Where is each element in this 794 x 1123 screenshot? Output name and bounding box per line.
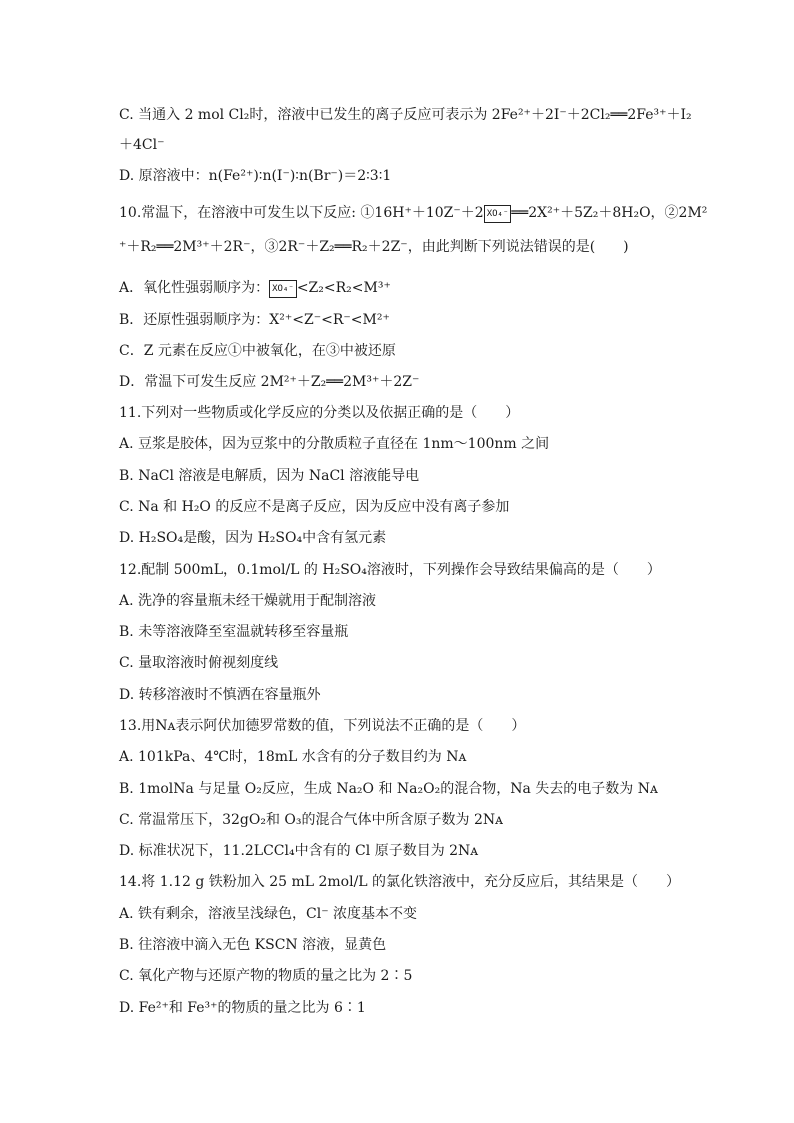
q10-option-b: B．还原性强弱顺序为：X²⁺<Z⁻<R⁻<M²⁺ (119, 312, 390, 328)
q10-option-a-pre: A．氧化性强弱顺序为： (119, 280, 270, 296)
q12-option-d: D. 转移溶液时不慎洒在容量瓶外 (119, 687, 321, 703)
q13-option-b: B. 1molNa 与足量 O₂反应，生成 Na₂O 和 Na₂O₂的混合物，Na 失去的电子数为 Nᴀ (119, 781, 658, 797)
q11-option-d: D. H₂SO₄是酸，因为 H₂SO₄中含有氢元素 (119, 530, 387, 546)
q13-option-d: D. 标准状况下，11.2LCCl₄中含有的 Cl 原子数目为 2Nᴀ (119, 843, 479, 859)
q11-option-a: A. 豆浆是胶体，因为豆浆中的分散质粒子直径在 1nm～100nm 之间 (119, 436, 550, 452)
q10-option-d: D．常温下可发生反应 2M²⁺＋Z₂══2M³⁺＋2Z⁻ (119, 374, 420, 390)
q14-option-b: B. 往溶液中滴入无色 KSCN 溶液，显黄色 (119, 937, 387, 953)
q12-option-b: B. 未等溶液降至室温就转移至容量瓶 (119, 624, 349, 640)
q11-option-b: B. NaCl 溶液是电解质，因为 NaCl 溶液能导电 (119, 468, 420, 484)
formula-image-box-2: XO₄⁻ (269, 280, 297, 298)
q14-option-c: C. 氧化产物与还原产物的物质的量之比为 2∶5 (119, 968, 413, 984)
q12-option-c: C. 量取溶液时俯视刻度线 (119, 655, 279, 671)
q10-stem-line1-pre: 10.常温下，在溶液中可发生以下反应: ①16H⁺＋10Z⁻＋2 (119, 205, 484, 221)
q10-option-c: C．Z 元素在反应①中被氧化，在③中被还原 (119, 343, 396, 359)
q10-stem-line2: ⁺＋R₂══2M³⁺＋2R⁻，③2R⁻＋Z₂══R₂＋2Z⁻，由此判断下列说法错误的是( ) (119, 239, 629, 255)
q10-option-a-post: <Z₂<R₂<M³⁺ (296, 280, 391, 296)
q14-option-a: A. 铁有剩余，溶液呈浅绿色，Cl⁻ 浓度基本不变 (119, 906, 418, 922)
q14-option-d: D. Fe²⁺和 Fe³⁺的物质的量之比为 6∶1 (119, 1000, 366, 1016)
q13-option-a: A. 101kPa、4℃时，18mL 水含有的分子数目约为 Nᴀ (119, 749, 467, 765)
formula-image-box: XO₄⁻ (484, 205, 512, 223)
q10-stem-line1 (119, 203, 707, 223)
q9-option-d: D. 原溶液中：n(Fe²⁺)∶n(I⁻)∶n(Br⁻)＝2∶3∶1 (119, 168, 392, 184)
q10-option-a (119, 278, 391, 298)
q10-stem-line1-post: ══2X²⁺＋5Z₂＋8H₂O，②2M² (511, 205, 708, 221)
q11-option-c: C. Na 和 H₂O 的反应不是离子反应，因为反应中没有离子参加 (119, 499, 510, 515)
q14-stem: 14.将 1.12 g 铁粉加入 25 mL 2mol/L 的氯化铁溶液中，充分反应后，其结果是（ ） (119, 874, 681, 890)
q12-stem: 12.配制 500mL，0.1mol/L 的 H₂SO₄溶液时，下列操作会导致结果偏高的是（ ） (119, 562, 661, 578)
q9-option-c-line1: C. 当通入 2 mol Cl₂时，溶液中已发生的离子反应可表示为 2Fe²⁺＋2I⁻＋2Cl₂══2Fe³⁺＋I₂ (119, 107, 692, 123)
q13-option-c: C. 常温常压下，32gO₂和 O₃的混合气体中所含原子数为 2Nᴀ (119, 812, 504, 828)
q9-option-c-line2: ＋4Cl⁻ (119, 137, 165, 153)
q13-stem: 13.用Nᴀ表示阿伏加德罗常数的值，下列说法不正确的是（ ） (119, 718, 526, 734)
q12-option-a: A. 洗净的容量瓶未经干燥就用于配制溶液 (119, 593, 377, 609)
q11-stem: 11.下列对一些物质或化学反应的分类以及依据正确的是（ ） (119, 405, 520, 421)
